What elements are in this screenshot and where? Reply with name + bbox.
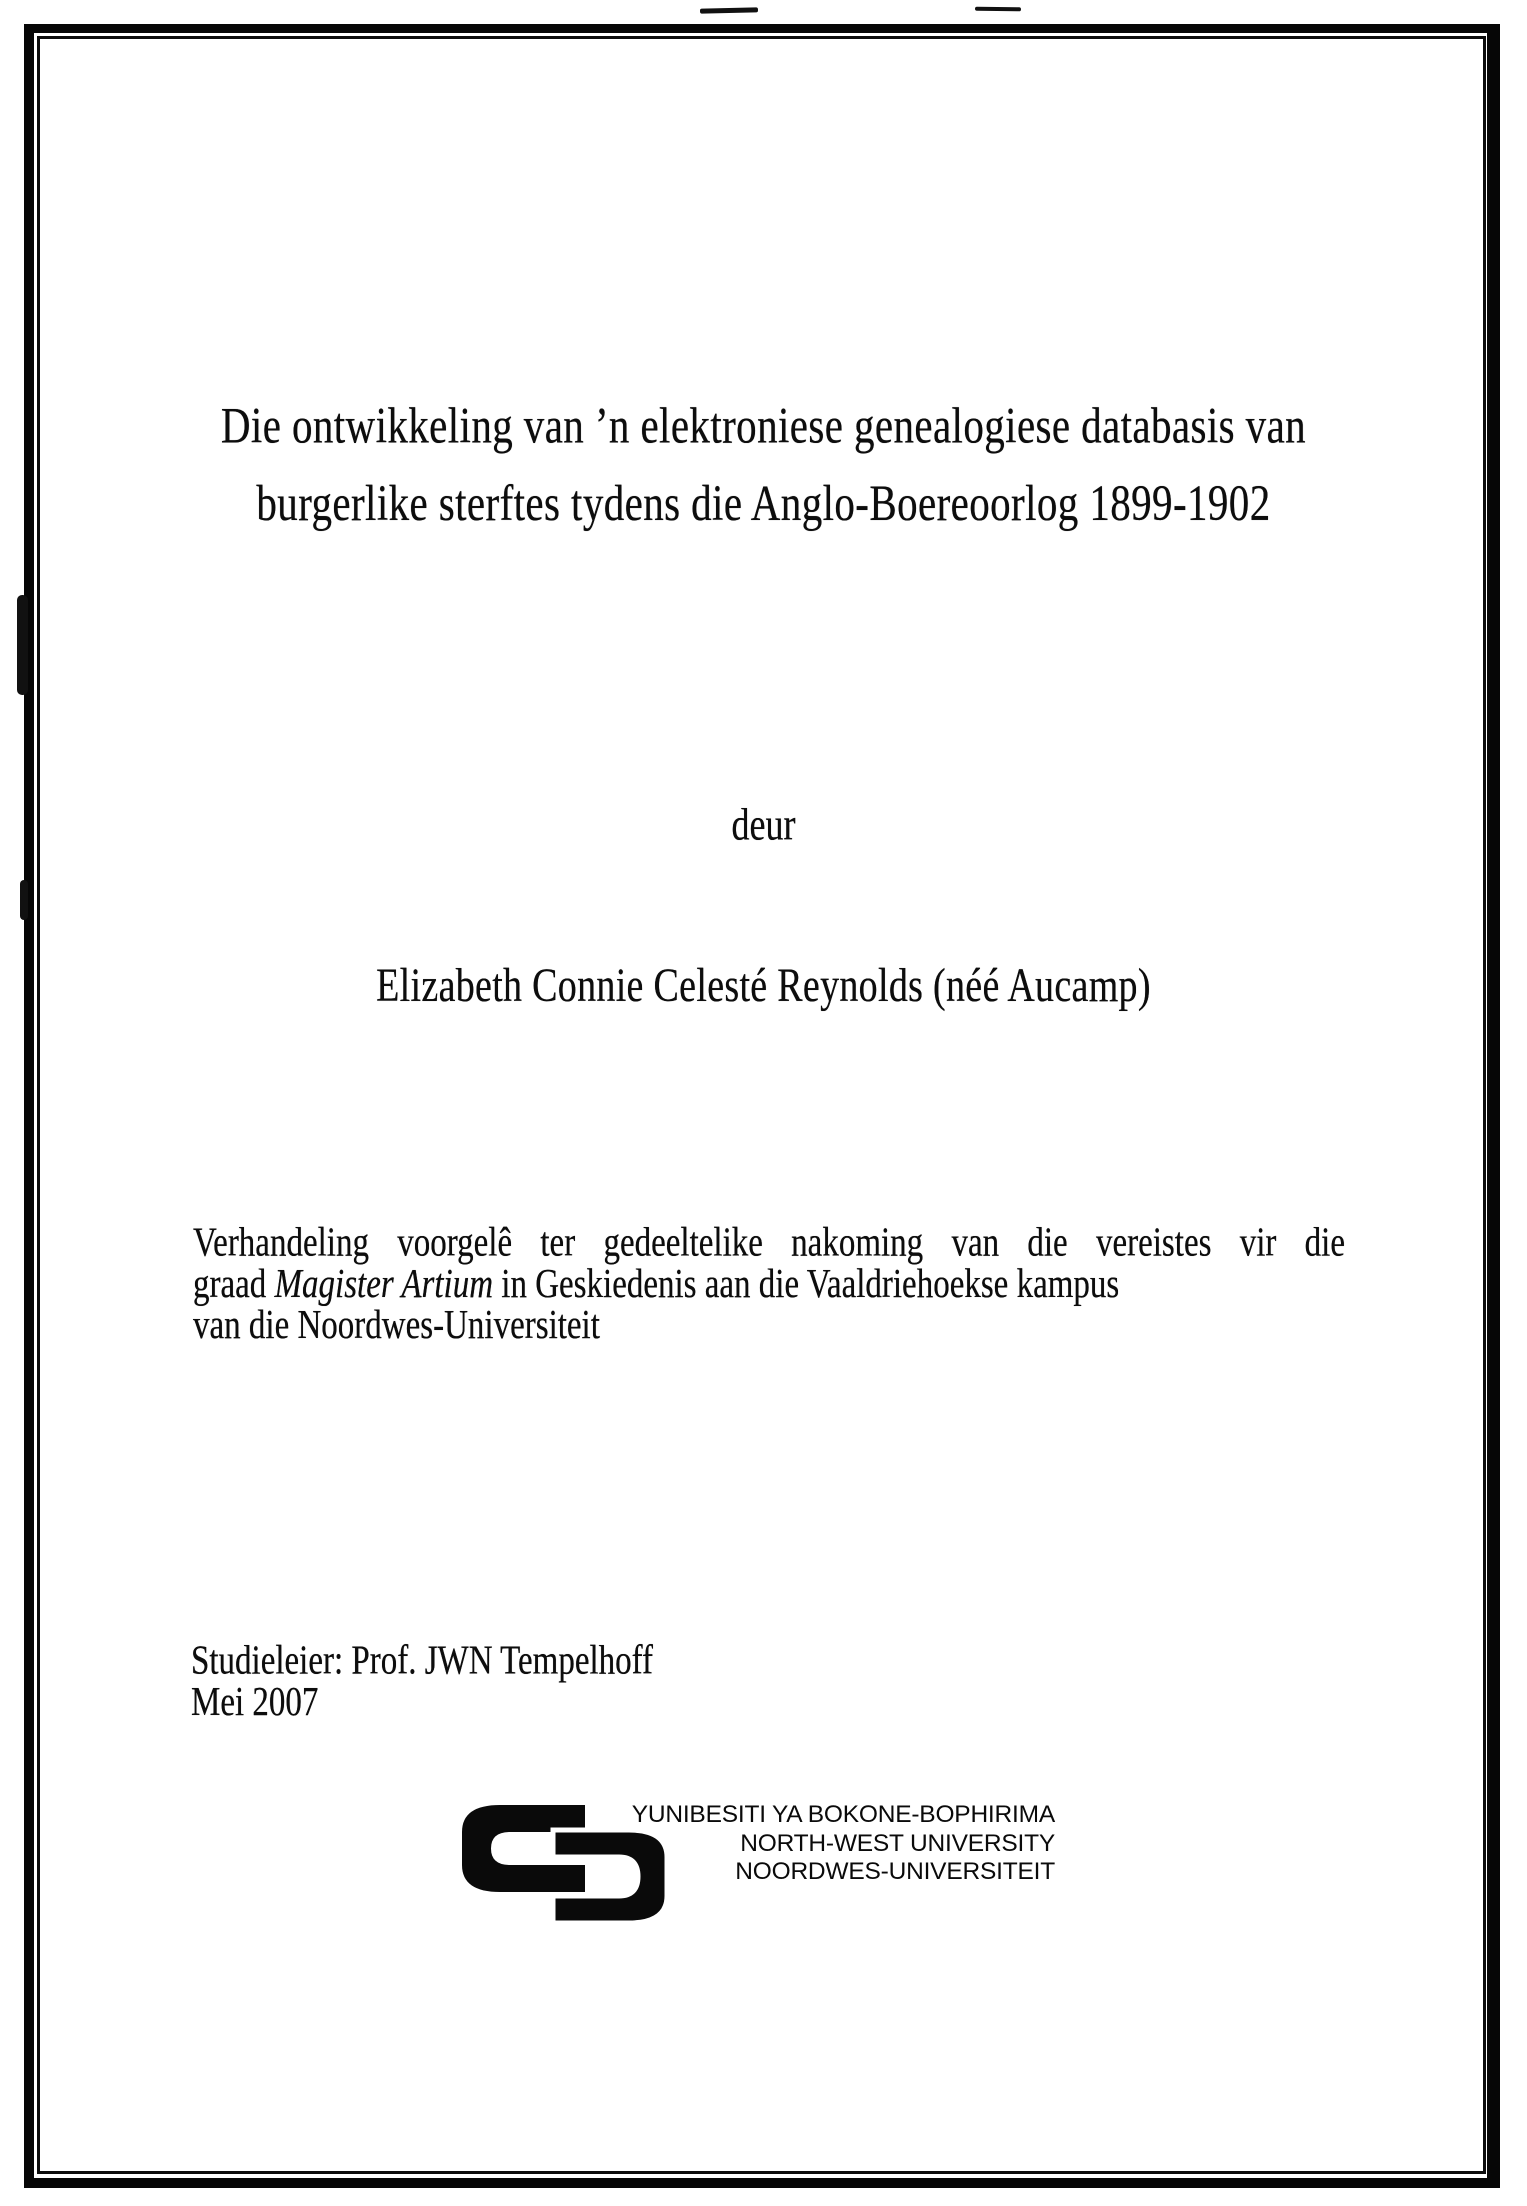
byline: deur (731, 799, 796, 850)
degree-prefix: graad (193, 1261, 275, 1307)
university-name-english: NORTH-WEST UNIVERSITY (740, 1829, 1055, 1857)
university-logo (462, 1801, 1062, 1930)
author-name: Elizabeth Connie Celesté Reynolds (néé Aucamp) (376, 959, 1151, 1012)
thesis-statement-line2 (193, 1261, 1345, 1307)
thesis-statement-line3: van die Noordwes-Universiteit (193, 1303, 600, 1348)
degree-name-italic: Magister Artium (274, 1261, 494, 1307)
scan-artifact (975, 7, 1021, 12)
degree-suffix: in Geskiedenis aan die Vaaldriehoekse kampus (493, 1261, 1120, 1307)
scan-artifact (20, 880, 28, 920)
date-line: Mei 2007 (191, 1679, 319, 1725)
scan-artifact (17, 595, 28, 695)
scan-artifact (700, 7, 758, 13)
university-wordmark (585, 1801, 1055, 1887)
university-name-setswana: YUNIBESITI YA BOKONE-BOPHIRIMA (631, 1801, 1055, 1828)
thesis-statement-line1: Verhandeling voorgelê ter gedeeltelike nakoming van die vereistes vir die (193, 1220, 1345, 1266)
university-name-afrikaans: NOORDWES-UNIVERSITEIT (735, 1858, 1055, 1886)
supervisor-block (191, 1638, 654, 1725)
supervisor-line: Studieleier: Prof. JWN Tempelhoff (191, 1638, 654, 1684)
thesis-title-line1: Die ontwikkeling van ’n elektroniese genealogiese databasis van (220, 396, 1307, 454)
thesis-title (0, 386, 1527, 541)
thesis-statement (193, 1220, 1345, 1348)
thesis-title-line2: burgerlike sterftes tydens die Anglo-Boereoorlog 1899-1902 (256, 473, 1271, 531)
